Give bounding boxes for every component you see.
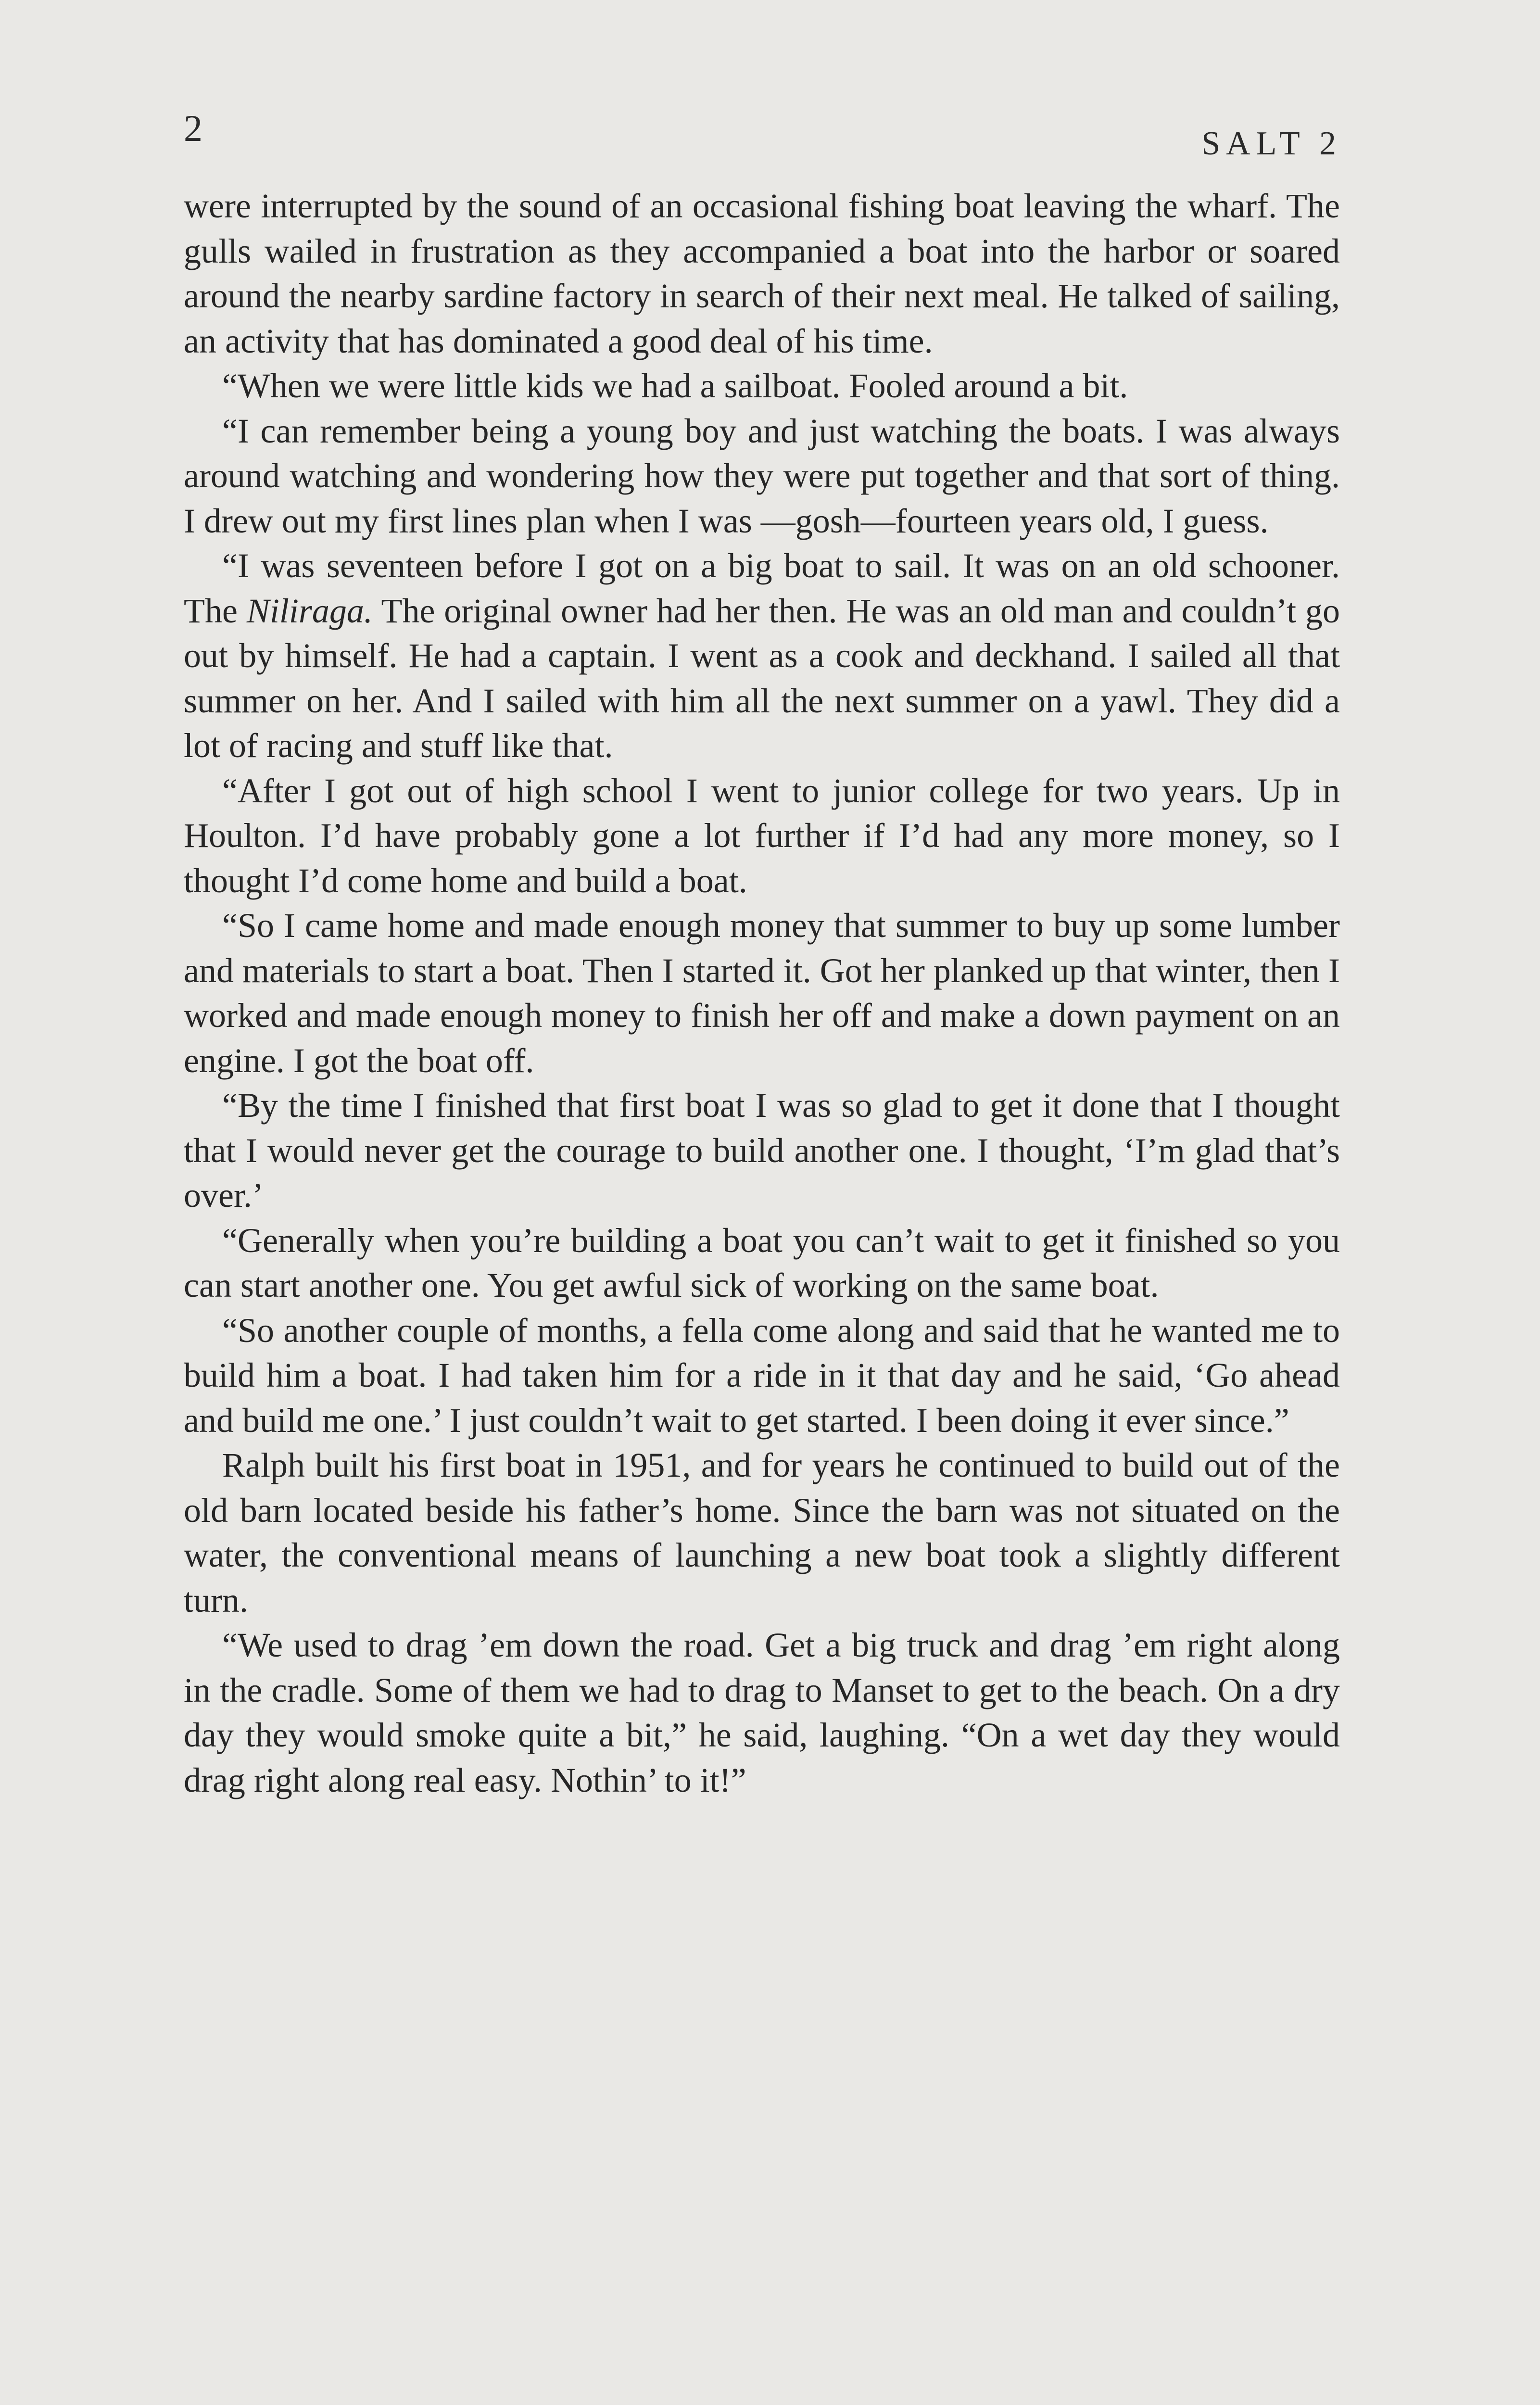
paragraph: “So another couple of months, a fella come along and said that he wanted me to build him a boat. I had taken him for a ride in it that day and he said, ‘Go ahead and build me one.’ I just couldn’t wait to get started. I been doing it ever since.” [184, 1311, 1340, 1440]
paragraph-text: The original owner had her then. He was an old man and couldn’t go out by himself. He had a captain. I went as a cook and deckhand. I sailed all that summer on her. And I sailed with him all the next summer on a yawl. They did a lot of racing and stuff like that. [184, 591, 1340, 765]
paragraph: “After I got out of high school I went to junior college for two years. Up in Houlton. I’d have probably gone a lot further if I’d had any more money, so I thought I’d come home and build a boat. [184, 771, 1340, 900]
boat-name: Niliraga. [246, 591, 373, 630]
paragraph: “I can remember being a young boy and just watching the boats. I was always around watching and wondering how they were put together and that sort of thing. I drew out my first lines plan when I was —gosh—fourteen years old, I guess. [184, 411, 1340, 540]
paragraph: “By the time I finished that first boat I was so glad to get it done that I thought that I would never get the courage to build another one. I thought, ‘I’m glad that’s over.’ [184, 1086, 1340, 1215]
running-title: SALT 2 [1201, 125, 1342, 162]
paragraph: Ralph built his first boat in 1951, and for years he continued to build out of the old barn located beside his father’s home. Since the barn was not situated on the water, the conventional means of launching a new boat took a slightly different turn. [184, 1446, 1340, 1620]
paragraph [184, 544, 1340, 769]
paragraph-text: “I was seventeen before I got on a big boat to sail. It was on an old schooner. The [184, 546, 1340, 630]
body-text [184, 184, 1340, 1803]
paragraph: “So I came home and made enough money that summer to buy up some lumber and materials to start a boat. Then I started it. Got her planked up that winter, then I worked and made enough money to finish her off and make a down payment on an engine. I got the boat off. [184, 906, 1340, 1080]
paragraph: “We used to drag ’em down the road. Get a big truck and drag ’em right along in the cradle. Some of them we had to drag to Manset to get to the beach. On a dry day they would smoke quite a bit,” he said, laughing. “On a wet day they would drag right along real easy. Nothin’ to it!” [184, 1626, 1340, 1799]
paragraph: were interrupted by the sound of an occasional fishing boat leaving the wharf. The gulls wailed in frustration as they accompanied a boat into the harbor or soared around the nearby sardine factory in search of their next meal. He talked of sailing, an activity that has dominated a good deal of his time. [184, 187, 1340, 360]
paragraph: “When we were little kids we had a sailboat. Fooled around a bit. [222, 367, 1128, 405]
page-number: 2 [184, 107, 202, 149]
paragraph: “Generally when you’re building a boat you can’t wait to get it finished so you can start another one. You get awful sick of working on the same boat. [184, 1221, 1340, 1304]
